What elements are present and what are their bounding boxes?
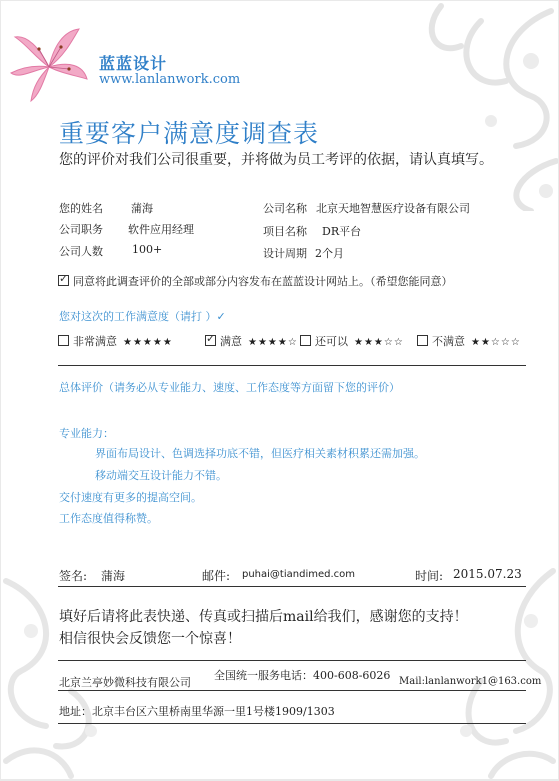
closing-line-1: 填好后请将此表快递、传真或扫描后mail给我们，感谢您的支持！ [59,609,468,625]
name-label: 您的姓名 [59,202,103,215]
consent-row [58,273,453,289]
ornament-bottom-right [421,561,558,779]
rating-stars-icon: ★★★★☆ [248,337,298,348]
option-very-satisfied[interactable] [58,333,173,349]
option-label: 满意 [220,335,242,348]
name-value: 蒲海 [131,202,153,215]
signature-value: 蒲海 [101,569,126,583]
option-label: 不满意 [432,335,465,348]
divider [58,690,526,691]
overall-line-4: 工作态度值得称赞。 [59,512,158,525]
satisfaction-question-text: 您对这次的工作满意度（请打 ） [59,310,217,323]
option-checkbox[interactable] [205,335,216,346]
date-value: 2015.07.23 [453,567,522,581]
footer-company: 北京兰亭妙微科技有限公司 [59,676,191,689]
overall-prompt: 总体评价（请务必从专业能力、速度、工作态度等方面留下您的评价） [59,381,400,394]
position-label: 公司职务 [59,223,103,236]
brand-name: 蓝蓝设计 [99,54,168,73]
rating-stars-icon: ★★☆☆☆ [471,337,521,348]
footer-hotline: 全国统一服务电话：400-608-6026 [214,669,391,682]
consent-checkbox[interactable] [58,275,69,286]
company-value: 北京天地智慧医疗设备有限公司 [316,202,470,215]
divider [58,723,526,724]
check-mark-icon: ✓ [216,310,226,323]
signature-label: 签名: [59,569,88,583]
page-subtitle: 您的评价对我们公司很重要，并将做为员工考评的依据，请认真填写。 [59,152,493,168]
survey-page [1,1,558,779]
project-value: DR平台 [322,225,362,238]
consent-text: 同意将此调查评价的全部或部分内容发布在蓝蓝设计网站上。（希望您能同意） [73,275,453,288]
cycle-label: 设计周期 [263,247,307,260]
option-satisfied[interactable] [205,333,298,349]
satisfaction-question [59,308,226,324]
option-label: 非常满意 [73,335,117,348]
position-value: 软件应用经理 [128,223,194,236]
headcount-label: 公司人数 [59,245,103,258]
option-checkbox[interactable] [300,335,311,346]
option-checkbox[interactable] [417,335,428,346]
divider [58,365,526,366]
overall-line-1: 界面布局设计、色调选择功底不错，但医疗相关素材积累还需加强。 [95,447,425,460]
email-value[interactable]: puhai@tiandimed.com [242,569,355,580]
rating-stars-icon: ★★★★★ [123,337,173,348]
company-label: 公司名称 [263,202,307,215]
closing-line-2: 相信很快会反馈您一个惊喜！ [59,631,241,647]
page-title: 重要客户满意度调查表 [59,119,320,148]
project-label: 项目名称 [263,225,307,238]
overall-heading: 专业能力： [59,427,114,440]
headcount-value: 100+ [132,243,163,256]
cycle-value: 2个月 [315,247,344,260]
date-label: 时间: [415,569,444,583]
overall-line-2: 移动端交互设计能力不错。 [95,469,227,482]
option-checkbox[interactable] [58,335,69,346]
rating-stars-icon: ★★★☆☆ [354,337,404,348]
ornament-top-right [381,1,558,211]
ornament-bottom-left [1,561,141,779]
option-dissatisfied[interactable] [417,333,521,349]
divider [58,660,526,661]
lily-flower-logo [9,27,89,103]
footer-address: 地址：北京丰台区六里桥南里华源一里1号楼1909/1303 [59,705,335,718]
brand-url[interactable]: www.lanlanwork.com [99,72,241,87]
option-label: 还可以 [315,335,348,348]
overall-line-3: 交付速度有更多的提高空间。 [59,491,202,504]
footer-mail[interactable]: Mail:lanlanwork1@163.com [399,676,542,687]
option-acceptable[interactable] [300,333,404,349]
divider [58,586,526,587]
email-label: 邮件: [202,569,231,583]
